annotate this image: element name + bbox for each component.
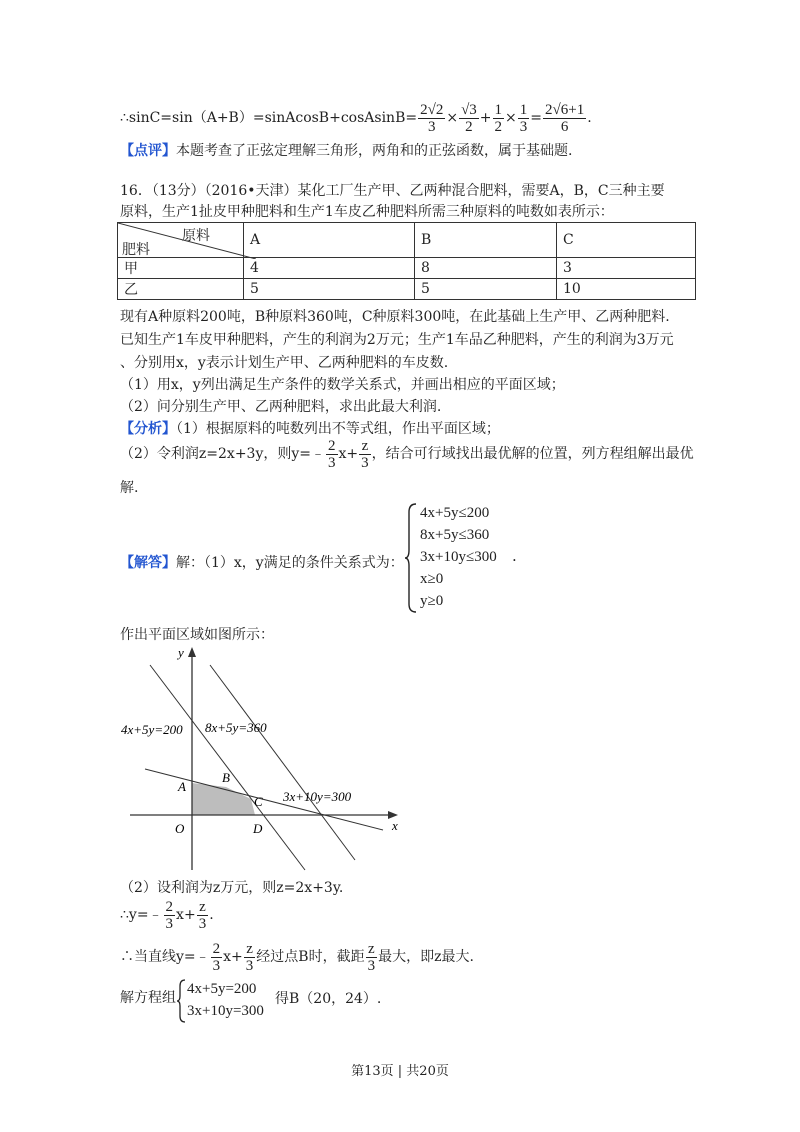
table-cell: 4 bbox=[244, 258, 415, 279]
fraction: $\frac{2}{3}$ bbox=[165, 898, 174, 932]
fraction: $\frac{z}{3}$ bbox=[361, 437, 369, 471]
table-cell: 3 bbox=[557, 258, 696, 279]
sinC-formula-line: ∴sinC=sin（A+B）=sinAcosB+cosAsinB= $\frac{2√2}{3}$ × $\frac{√3}{2}$ + $\frac{1}{2}$ × $\frac{1}{3}$ = $\frac{2√6+1}{6}$ . bbox=[120, 101, 592, 135]
part2-line-4a: 解方程组 bbox=[120, 990, 176, 1006]
part2-line-4b: 得B（20，24）. bbox=[275, 991, 382, 1007]
ingredient-table bbox=[117, 222, 696, 300]
table-corner-cell bbox=[118, 223, 244, 258]
point-D-label: D bbox=[253, 821, 263, 836]
part2-line-2: ∴y=﹣ $\frac{2}{3}$ x+ $\frac{z}{3}$ . bbox=[120, 898, 214, 932]
table-header-row bbox=[118, 223, 696, 258]
fraction: $\frac{1}{2}$ bbox=[494, 101, 503, 135]
table-cell: 5 bbox=[244, 279, 415, 300]
origin-label: O bbox=[175, 821, 185, 836]
fraction: $\frac{2}{3}$ bbox=[328, 437, 336, 471]
desc-line-3: 、分别用x，y表示计划生产甲、乙两种肥料的车皮数. bbox=[120, 355, 449, 371]
region-text: 作出平面区域如图所示： bbox=[120, 627, 274, 643]
table-row bbox=[118, 258, 696, 279]
problem-line-2: 原料，生产1扯皮甲种肥料和生产1车皮乙种肥料所需三种原料的吨数如表所示： bbox=[120, 204, 614, 220]
desc-line-1: 现有A种原料200吨，B种原料360吨，C种原料300吨，在此基础上生产甲、乙两种肥料. bbox=[120, 309, 670, 325]
inequality: y≥0 bbox=[420, 593, 444, 609]
inequality: 3x+10y≤300 bbox=[420, 549, 497, 565]
analysis-line-3: 解. bbox=[120, 480, 139, 496]
inequality-system bbox=[420, 502, 497, 612]
inequality: 8x+5y≤360 bbox=[420, 527, 490, 543]
analysis-line-2: （2）令利润z=2x+3y，则y=﹣ $\frac{2}{3}$ x+ $\frac{z}{3}$ ，结合可行域找出最优解的位置，列方程组解出最优 bbox=[120, 437, 694, 471]
desc-line-2: 已知生产1车皮甲种肥料，产生的利润为2万元；生产1车品乙种肥料，产生的利润为3万元 bbox=[120, 332, 674, 348]
fraction: $\frac{2√2}{3}$ bbox=[420, 101, 444, 135]
x-axis-label: x bbox=[392, 818, 398, 833]
table-header-cell: B bbox=[415, 223, 557, 258]
comment-tag: 【点评】 bbox=[120, 143, 176, 159]
fraction: $\frac{1}{3}$ bbox=[519, 101, 528, 135]
comment-text: 本题考查了正弦定理解三角形，两角和的正弦函数，属于基础题. bbox=[176, 143, 573, 159]
corner-label-top: 原料 bbox=[182, 228, 210, 244]
point-A-label: A bbox=[178, 779, 186, 794]
fraction: $\frac{2}{3}$ bbox=[212, 940, 221, 974]
line-label-3x10y: 3x+10y=300 bbox=[283, 789, 352, 804]
question-1: （1）用x，y列出满足生产条件的数学关系式，并画出相应的平面区域； bbox=[120, 377, 565, 393]
feasible-region bbox=[192, 783, 255, 815]
table-cell: 10 bbox=[557, 279, 696, 300]
table-row bbox=[118, 279, 696, 300]
y-axis-label: y bbox=[178, 645, 184, 660]
table-cell: 8 bbox=[415, 258, 557, 279]
fraction: $\frac{z}{3}$ bbox=[367, 940, 376, 974]
small-left-brace bbox=[176, 978, 186, 1024]
part2-line-3: ∴当直线y=﹣ $\frac{2}{3}$ x+ $\frac{z}{3}$ 经过点B时，截距 $\frac{z}{3}$ 最大，即z最大. bbox=[120, 940, 474, 974]
table-row-label: 乙 bbox=[118, 279, 244, 300]
analysis-line-1: 【分析】（1）根据原料的吨数列出不等式组，作出平面区域； bbox=[120, 421, 500, 437]
fraction: $\frac{z}{3}$ bbox=[245, 940, 254, 974]
table-header-cell: C bbox=[557, 223, 696, 258]
inequality: 4x+5y≤200 bbox=[420, 505, 490, 521]
corner-label-bottom: 肥料 bbox=[122, 242, 150, 258]
y-axis-arrow bbox=[188, 647, 196, 657]
inequality: x≥0 bbox=[420, 571, 444, 587]
page-footer: 第13页 | 共20页 bbox=[351, 1064, 449, 1079]
system-end: . bbox=[512, 547, 517, 565]
equation: 4x+5y=200 bbox=[187, 981, 257, 997]
problem-line-1: 16．（13分）（2016•天津）某化工厂生产甲、乙两种混合肥料，需要A，B，C三种主要 bbox=[120, 183, 665, 199]
fraction: $\frac{√3}{2}$ bbox=[461, 101, 477, 135]
fraction: $\frac{2√6+1}{6}$ bbox=[545, 101, 585, 135]
equation-system bbox=[187, 978, 264, 1022]
solution-line: 【解答】解：（1）x，y满足的条件关系式为： bbox=[120, 555, 404, 571]
analysis-tag: 【分析】 bbox=[120, 421, 176, 437]
solution-tag: 【解答】 bbox=[120, 555, 176, 571]
point-C-label: C bbox=[254, 794, 263, 809]
table-header-cell: A bbox=[244, 223, 415, 258]
equation: 3x+10y=300 bbox=[187, 1003, 264, 1019]
part2-line-1: （2）设利润为z万元，则z=2x+3y. bbox=[120, 880, 344, 896]
fraction: $\frac{z}{3}$ bbox=[198, 898, 207, 932]
line-8x-5y-360 bbox=[210, 665, 355, 860]
point-B-label: B bbox=[222, 770, 230, 785]
table-cell: 5 bbox=[415, 279, 557, 300]
question-2: （2）问分别生产甲、乙两种肥料，求出此最大利润. bbox=[120, 399, 442, 415]
line-label-4x5y: 4x+5y=200 bbox=[121, 722, 183, 737]
feasible-region-graph bbox=[115, 645, 410, 880]
comment-line bbox=[120, 141, 572, 161]
table-row-label: 甲 bbox=[118, 258, 244, 279]
formula-prefix: ∴sinC=sin（A+B）=sinAcosB+cosAsinB= bbox=[120, 110, 418, 126]
left-brace bbox=[404, 502, 418, 614]
line-4x-5y-200 bbox=[150, 665, 305, 870]
line-label-8x5y: 8x+5y=360 bbox=[205, 720, 267, 735]
